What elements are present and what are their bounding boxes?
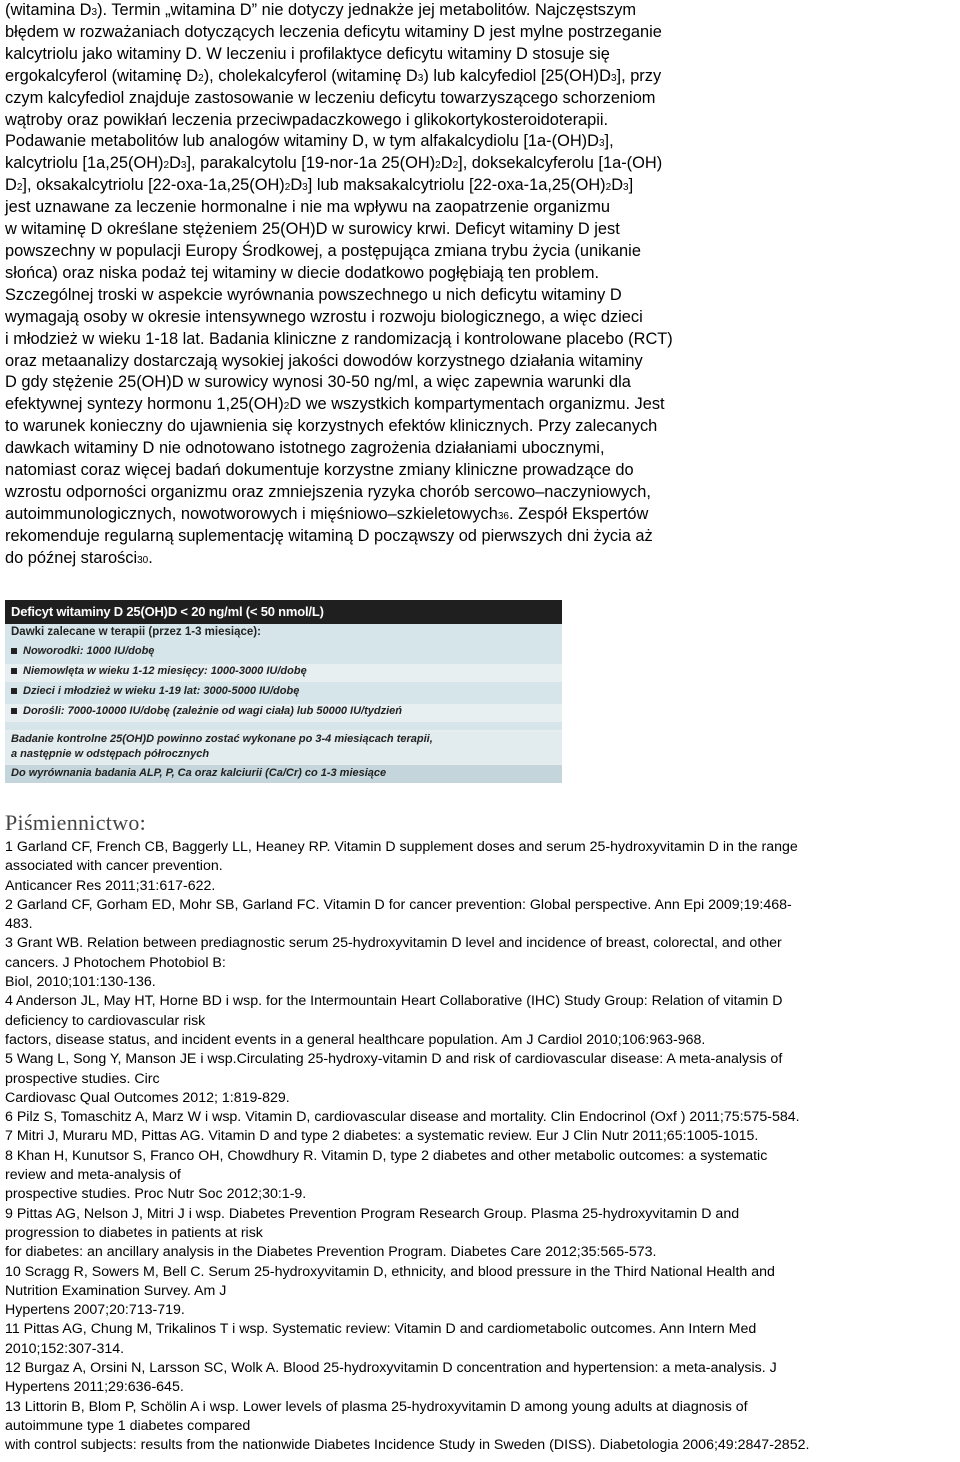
bullet-icon — [11, 648, 17, 654]
reference-line: Anticancer Res 2011;31:617-622. — [5, 877, 216, 894]
body-line: i młodzież w wieku 1-18 lat. Badania kliniczne z randomizacją i kontrolowane placebo (RCT) — [5, 329, 673, 348]
reference-line: 12 Burgaz A, Orsini N, Larsson SC, Wolk A. Blood 25-hydroxyvitamin D concentration and hypertension: a meta-analysis. J — [5, 1360, 777, 1377]
body-line: wzrostu odporności organizmu oraz zmniejszenia ryzyka chorób sercowo–naczyniowych, — [5, 482, 651, 501]
reference-item — [5, 838, 957, 896]
reference-line: review and meta-analysis of — [5, 1167, 181, 1184]
body-line: to warunek konieczny do ujawnienia się korzystnych efektów klinicznych. Przy zalecanych — [5, 417, 658, 436]
reference-item — [5, 1263, 957, 1321]
body-line: ergokalcyferol (witaminę D2), cholekalcyferol (witaminę D3) lub kalcyfediol [25(OH)D3], przy — [5, 66, 662, 85]
figure-item-text: Niemowlęta w wieku 1-12 miesięcy: 1000-3000 IU/dobę — [23, 665, 307, 677]
figure-item — [5, 644, 562, 662]
body-line: rekomenduje regularną suplementację witaminą D począwszy od pierwszych dni życia aż — [5, 526, 653, 545]
reference-line: cancers. J Photochem Photobiol B: — [5, 954, 226, 971]
body-line: autoimmunologicznych, nowotworowych i mięśniowo–szkieletowych36. Zespół Ekspertów — [5, 504, 649, 523]
body-line: dawkach witaminy D nie odnotowano istotnego zagrożenia działaniami ubocznymi, — [5, 439, 605, 458]
figure-footer-text: Do wyrównania badania ALP, P, Ca oraz kalciurii (Ca/Cr) co 1-3 miesiące — [11, 767, 387, 779]
body-line: natomiast coraz więcej badań dokumentuje korzystne zmiany kliniczne prowadzące do — [5, 461, 634, 480]
figure-footer — [5, 765, 562, 783]
body-line: wymagają osoby w okresie intensywnego wzrostu i rozwoju biologicznego, a więc dzieci — [5, 307, 643, 326]
reference-line: 2010;152:307-314. — [5, 1340, 125, 1357]
reference-line: 7 Mitri J, Muraru MD, Pittas AG. Vitamin D and type 2 diabetes: a systematic review. Eur J Clin Nutr 2011;65:1005-1015. — [5, 1128, 759, 1145]
figure-control-line: Badanie kontrolne 25(OH)D powinno zostać wykonane po 3-4 miesiącach terapii, — [11, 733, 433, 745]
reference-line: 11 Pittas AG, Chung M, Trikalinos T i wsp. Systematic review: Vitamin D and cardiometabolic outcomes. Ann Intern Med — [5, 1321, 757, 1338]
bullet-icon — [11, 688, 17, 694]
reference-item — [5, 1320, 957, 1359]
reference-line: for diabetes: an ancillary analysis in the Diabetes Prevention Program. Diabetes Care 2012;35:565-573. — [5, 1244, 657, 1261]
reference-line: Nutrition Examination Survey. Am J — [5, 1282, 227, 1299]
body-line: czym kalcyfediol znajduje zastosowanie w leczeniu deficytu towarzyszącego schorzeniom — [5, 88, 656, 107]
reference-item — [5, 1050, 957, 1108]
reference-line: progression to diabetes in patients at risk — [5, 1224, 263, 1241]
reference-item — [5, 1205, 957, 1263]
vitamin-d-dosage-table-figure — [5, 600, 562, 783]
body-line: jest uznawane za leczenie hormonalne i nie ma wpływu na zaopatrzenie organizmu — [5, 198, 610, 217]
reference-item — [5, 1127, 957, 1146]
reference-line: 3 Grant WB. Relation between prediagnostic serum 25-hydroxyvitamin D level and incidence of breast, colorectal, and other — [5, 935, 782, 952]
reference-line: 1 Garland CF, French CB, Baggerly LL, Heaney RP. Vitamin D supplement doses and serum 25-hydroxyvitamin D in the range — [5, 839, 798, 855]
figure-item-text: Dorośli: 7000-10000 IU/dobę (zależnie od wagi ciała) lub 50000 IU/tydzień — [23, 705, 403, 717]
reference-line: 13 Littorin B, Blom P, Schölin A i wsp. Lower levels of plasma 25-hydroxyvitamin D among young adults at diagnosis of — [5, 1398, 748, 1415]
reference-line: 6 Pilz S, Tomaschitz A, Marz W i wsp. Vitamin D, cardiovascular disease and mortality. Clin Endocrinol (Oxf ) 2011;75:575-584. — [5, 1109, 800, 1126]
reference-line: Cardiovasc Qual Outcomes 2012; 1:819-829. — [5, 1089, 290, 1106]
reference-item — [5, 992, 957, 1050]
body-line: D2], oksakalcytriolu [22-oxa-1a,25(OH)2D3] lub maksakalcytriolu [22-oxa-1a,25(OH)2D3] — [5, 176, 634, 195]
body-line: kalcytriolu [1a,25(OH)2D3], parakalcytolu [19-nor-1a 25(OH)2D2], doksekalcyferolu [1a-(OH) — [5, 154, 663, 173]
figure-control-line: a następnie w odstępach półrocznych — [11, 748, 210, 760]
figure-subhead: Dawki zalecane w terapii (przez 1-3 miesiące): — [11, 626, 261, 638]
body-line: Podawanie metabolitów lub analogów witaminy D, w tym alfakalcydiolu [1a-(OH)D3], — [5, 132, 614, 151]
bullet-icon — [11, 708, 17, 714]
reference-item — [5, 896, 957, 935]
reference-line: with control subjects: results from the nationwide Diabetes Incidence Study in Sweden (DISS). Diabetologia 2006;49:2847-2852. — [5, 1437, 810, 1454]
figure-header-text: Deficyt witaminy D 25(OH)D < 20 ng/ml (< 50 nmol/L) — [11, 604, 324, 619]
reference-item — [5, 1108, 957, 1127]
body-line: efektywnej syntezy hormonu 1,25(OH)2D we wszystkich kompartymentach organizmu. Jest — [5, 395, 665, 414]
reference-line: deficiency to cardiovascular risk — [5, 1012, 206, 1029]
figure-item-text: Dzieci i młodzież w wieku 1-19 lat: 3000-5000 IU/dobę — [23, 685, 300, 697]
body-line: powszechny w populacji Europy Środkowej, a postępująca zmiana trybu życia (unikanie — [5, 241, 641, 260]
body-line: słońca) oraz niska podaż tej witaminy w diecie dodatkowo pogłębiają ten problem. — [5, 263, 600, 282]
figure-item — [5, 704, 562, 722]
reference-line: 9 Pittas AG, Nelson J, Mitri J i wsp. Diabetes Prevention Program Research Group. Plasma 25-hydroxyvitamin D and — [5, 1205, 740, 1222]
reference-line: 2 Garland CF, Gorham ED, Mohr SB, Garland FC. Vitamin D for cancer prevention: Global perspective. Ann Epi 2009;19:468- — [5, 896, 792, 913]
figure-item — [5, 664, 562, 682]
reference-line: prospective studies. Circ — [5, 1070, 160, 1087]
reference-line: autoimmune type 1 diabetes compared — [5, 1417, 251, 1434]
reference-line: factors, disease status, and incident events in a general healthcare population. Am J Cardiol 2010;106:963-968. — [5, 1031, 706, 1048]
references-list — [5, 838, 957, 1456]
reference-line: Biol, 2010;101:130-136. — [5, 974, 156, 991]
reference-line: 5 Wang L, Song Y, Manson JE i wsp.Circulating 25-hydroxy-vitamin D and risk of cardiovascular disease: A meta-analysis of — [5, 1051, 783, 1068]
bullet-icon — [11, 668, 17, 674]
body-line: (witamina D3). Termin „witamina D” nie dotyczy jednakże jej metabolitów. Najczęstszym — [5, 1, 637, 19]
references-title: Piśmiennictwo: — [5, 810, 147, 835]
body-line: oraz metaanalizy dostarczają wysokiej jakości dowodów korzystnego działania witaminy — [5, 351, 643, 370]
body-line: w witaminę D określane stężeniem 25(OH)D w surowicy krwi. Deficyt witaminy D jest — [5, 220, 620, 239]
figure-control-section — [5, 732, 562, 764]
reference-item — [5, 1147, 957, 1205]
body-line: błędem w rozważaniach dotyczących leczenia deficytu witaminy D jest mylne postrzeganie — [5, 22, 662, 41]
reference-line: Hypertens 2011;29:636-645. — [5, 1379, 184, 1396]
body-line: D gdy stężenie 25(OH)D w surowicy wynosi 30-50 ng/ml, a więc zapewnia warunki dla — [5, 373, 631, 392]
article-body — [5, 0, 955, 570]
reference-line: 10 Scragg R, Sowers M, Bell C. Serum 25-hydroxyvitamin D, ethnicity, and blood pressure in the Third National Health and — [5, 1263, 775, 1280]
body-line: kalcytriolu jako witaminy D. W leczeniu i profilaktyce deficytu witaminy D stosuje się — [5, 44, 610, 63]
reference-line: 483. — [5, 916, 33, 933]
body-line: wątroby oraz powikłań leczenia przeciwpadaczkowego i glikokortykosteroidoterapii. — [5, 110, 609, 129]
reference-line: 4 Anderson JL, May HT, Horne BD i wsp. for the Intermountain Heart Collaborative (IHC) Study Group: Relation of vitamin D — [5, 993, 783, 1010]
reference-line: prospective studies. Proc Nutr Soc 2012;30:1-9. — [5, 1186, 307, 1203]
figure-item-text: Noworodki: 1000 IU/dobę — [23, 645, 155, 657]
reference-line: associated with cancer prevention. — [5, 858, 223, 875]
reference-line: 8 Khan H, Kunutsor S, Franco OH, Chowdhury R. Vitamin D, type 2 diabetes and other metabolic outcomes: a systematic — [5, 1147, 768, 1164]
figure-header — [5, 600, 562, 624]
body-line: Szczególnej troski w aspekcie wyrównania powszechnego u nich deficytu witaminy D — [5, 285, 622, 304]
body-line: do późnej starości30. — [5, 548, 153, 567]
figure-item — [5, 684, 562, 702]
reference-line: Hypertens 2007;20:713-719. — [5, 1302, 185, 1319]
reference-item — [5, 1359, 957, 1398]
reference-item — [5, 1398, 957, 1456]
reference-item — [5, 934, 957, 992]
